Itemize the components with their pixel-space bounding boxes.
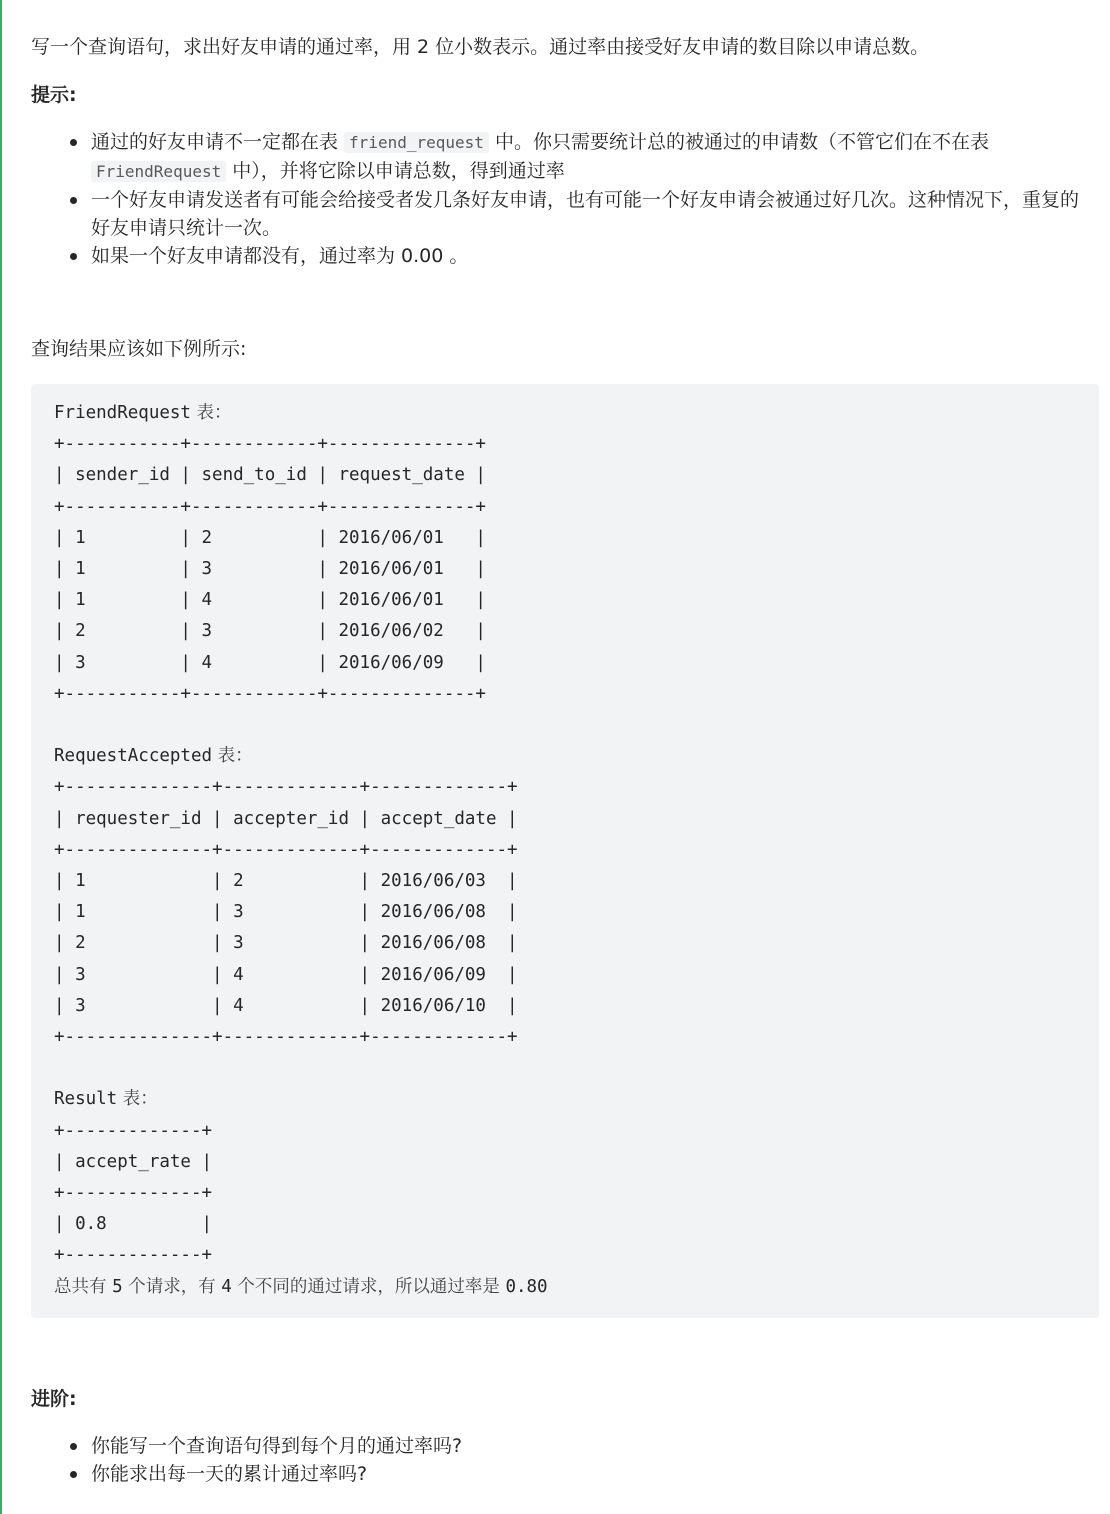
- ascii-line: | accept_rate |: [54, 1151, 213, 1172]
- example-label: 查询结果应该如下例所示:: [31, 338, 247, 360]
- hint-heading: 提示:: [31, 84, 77, 106]
- table-suffix: 表：: [117, 1089, 158, 1110]
- summary-number: 0.80: [505, 1276, 548, 1297]
- ascii-line: | 1 | 2 | 2016/06/01 |: [54, 527, 486, 548]
- advanced-item: 你能写一个查询语句得到每个月的通过率吗?: [91, 1432, 1091, 1460]
- ascii-line: | 1 | 3 | 2016/06/01 |: [54, 559, 486, 580]
- ascii-line: | requester_id | accepter_id | accept_date |: [54, 808, 518, 829]
- ascii-line: +-------------+: [54, 1120, 213, 1141]
- ascii-line: +-----------+------------+--------------+: [54, 683, 486, 704]
- hint-text: 中），并将它除以申请总数，得到通过率: [226, 160, 565, 182]
- hint-text: 通过的好友申请不一定都在表: [91, 131, 345, 153]
- ascii-line: | 1 | 4 | 2016/06/01 |: [54, 590, 486, 611]
- ascii-line: | sender_id | send_to_id | request_date |: [54, 465, 486, 486]
- table-name: Result: [54, 1089, 118, 1110]
- ascii-line: +-----------+------------+--------------+: [54, 496, 486, 517]
- table-suffix: 表：: [190, 403, 232, 423]
- advanced-list: [31, 1432, 1091, 1488]
- ascii-line: +--------------+-------------+-------------+: [54, 839, 518, 860]
- advanced-item: 你能求出每一天的累计通过率吗?: [91, 1460, 1091, 1488]
- table-name: FriendRequest: [54, 403, 191, 423]
- example-pre: [54, 398, 548, 1303]
- ascii-line: +-----------+------------+--------------+: [54, 434, 486, 455]
- ascii-line: | 3 | 4 | 2016/06/09 |: [54, 964, 518, 985]
- summary-number: 5: [112, 1276, 123, 1297]
- ascii-line: | 2 | 3 | 2016/06/08 |: [54, 933, 518, 954]
- summary-text: 个请求，有: [122, 1276, 222, 1297]
- ascii-line: | 1 | 3 | 2016/06/08 |: [54, 902, 518, 923]
- hint-item: [91, 128, 1091, 186]
- summary-number: 4: [221, 1276, 232, 1297]
- ascii-line: | 1 | 2 | 2016/06/03 |: [54, 871, 518, 892]
- left-accent-border: [0, 0, 2, 1514]
- ascii-line: +--------------+-------------+-------------+: [54, 1027, 518, 1048]
- hint-text: 中。你只需要统计总的被通过的申请数（不管它们在不在表: [488, 131, 989, 153]
- hint-list: [31, 128, 1091, 270]
- inline-code: friend_request: [344, 132, 489, 153]
- advanced-heading: 进阶:: [31, 1388, 77, 1410]
- summary-text: 个不同的通过请求，所以通过率是: [231, 1276, 506, 1297]
- ascii-line: | 3 | 4 | 2016/06/10 |: [54, 995, 518, 1016]
- ascii-line: | 0.8 |: [54, 1214, 213, 1235]
- hint-item: 一个好友申请发送者有可能会给接受者发几条好友申请，也有可能一个好友申请会被通过好几次。这种情况下，重复的好友申请只统计一次。: [91, 186, 1091, 242]
- ascii-line: | 3 | 4 | 2016/06/09 |: [54, 652, 486, 673]
- example-code-block: [31, 384, 1099, 1318]
- summary-text: 总共有: [54, 1276, 113, 1297]
- ascii-line: +-------------+: [54, 1245, 213, 1266]
- hint-item: 如果一个好友申请都没有，通过率为 0.00 。: [91, 242, 1091, 270]
- ascii-line: +--------------+-------------+-------------+: [54, 777, 518, 798]
- problem-intro: 写一个查询语句，求出好友申请的通过率，用 2 位小数表示。通过率由接受好友申请的数目除以申请总数。: [31, 36, 930, 58]
- table-name: RequestAccepted: [54, 746, 213, 767]
- ascii-line: | 2 | 3 | 2016/06/02 |: [54, 621, 486, 642]
- inline-code: FriendRequest: [91, 161, 226, 182]
- ascii-line: +-------------+: [54, 1183, 213, 1204]
- table-suffix: 表：: [212, 746, 253, 767]
